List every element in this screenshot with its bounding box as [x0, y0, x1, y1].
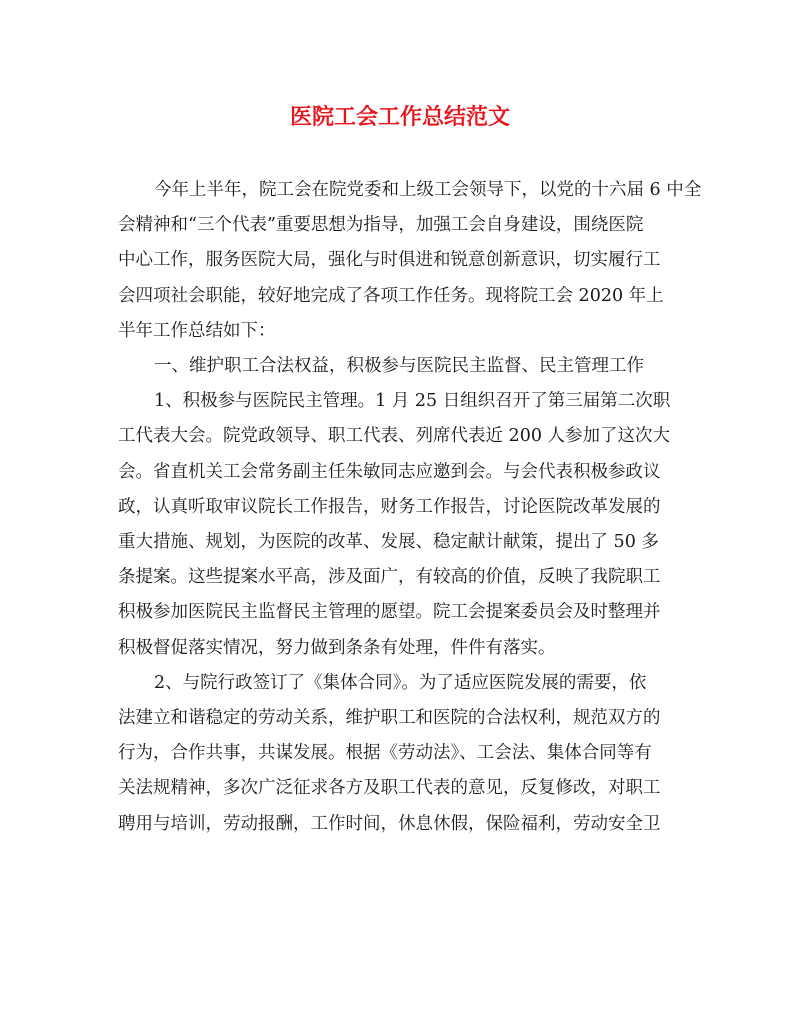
text-line: 会。省直机关工会常务副主任朱敏同志应邀到会。与会代表积极参政议	[118, 461, 661, 482]
text-line: 2、与院行政签订了《集体合同》。为了适应医院发展的需要，依	[154, 672, 647, 693]
text-line: 政，认真听取审议院长工作报告，财务工作报告，讨论医院改革发展的	[118, 496, 661, 517]
paragraph-item-1	[118, 384, 690, 666]
text-line: 聘用与培训，劳动报酬，工作时间，休息休假，保险福利，劳动安全卫	[118, 813, 661, 834]
paragraph-item-2	[118, 666, 690, 842]
document-body	[118, 173, 702, 842]
text-line: 法建立和谐稳定的劳动关系，维护职工和医院的合法权利，规范双方的	[118, 708, 661, 729]
text-line: 关法规精神，多次广泛征求各方及职工代表的意见，反复修改，对职工	[118, 778, 661, 799]
paragraph-intro	[118, 173, 702, 349]
text-line: 半年工作总结如下：	[118, 320, 276, 341]
text-line: 会精神和“三个代表”重要思想为指导，加强工会自身建设，围绕医院	[118, 215, 644, 236]
text-line: 重大措施、规划，为医院的改革、发展、稳定献计献策，提出了 50 多	[118, 532, 659, 553]
text-line: 积极督促落实情况，努力做到条条有处理，件件有落实。	[118, 637, 556, 658]
text-line: 会四项社会职能，较好地完成了各项工作任务。现将院工会 2020 年上	[118, 285, 664, 306]
text-line: 积极参加医院民主监督民主管理的愿望。院工会提案委员会及时整理并	[118, 602, 661, 623]
text-line: 1、积极参与医院民主管理。1 月 25 日组织召开了第三届第二次职	[154, 391, 671, 412]
text-line: 工代表大会。院党政领导、职工代表、列席代表近 200 人参加了这次大	[118, 426, 671, 447]
text-line: 行为，合作共事，共谋发展。根据《劳动法》、工会法、集体合同等有	[118, 743, 652, 764]
text-line: 条提案。这些提案水平高，涉及面广，有较高的价值，反映了我院职工	[118, 567, 661, 588]
document-title: 医院工会工作总结范文	[289, 104, 510, 130]
text-line: 中心工作，服务医院大局，强化与时俱进和锐意创新意识，切实履行工	[118, 250, 661, 271]
text-line: 今年上半年，院工会在院党委和上级工会领导下，以党的十六届 6 中全	[154, 180, 702, 200]
section-heading	[118, 349, 690, 384]
text-line: 一、维护职工合法权益，积极参与医院民主监督、民主管理工作	[154, 356, 644, 377]
